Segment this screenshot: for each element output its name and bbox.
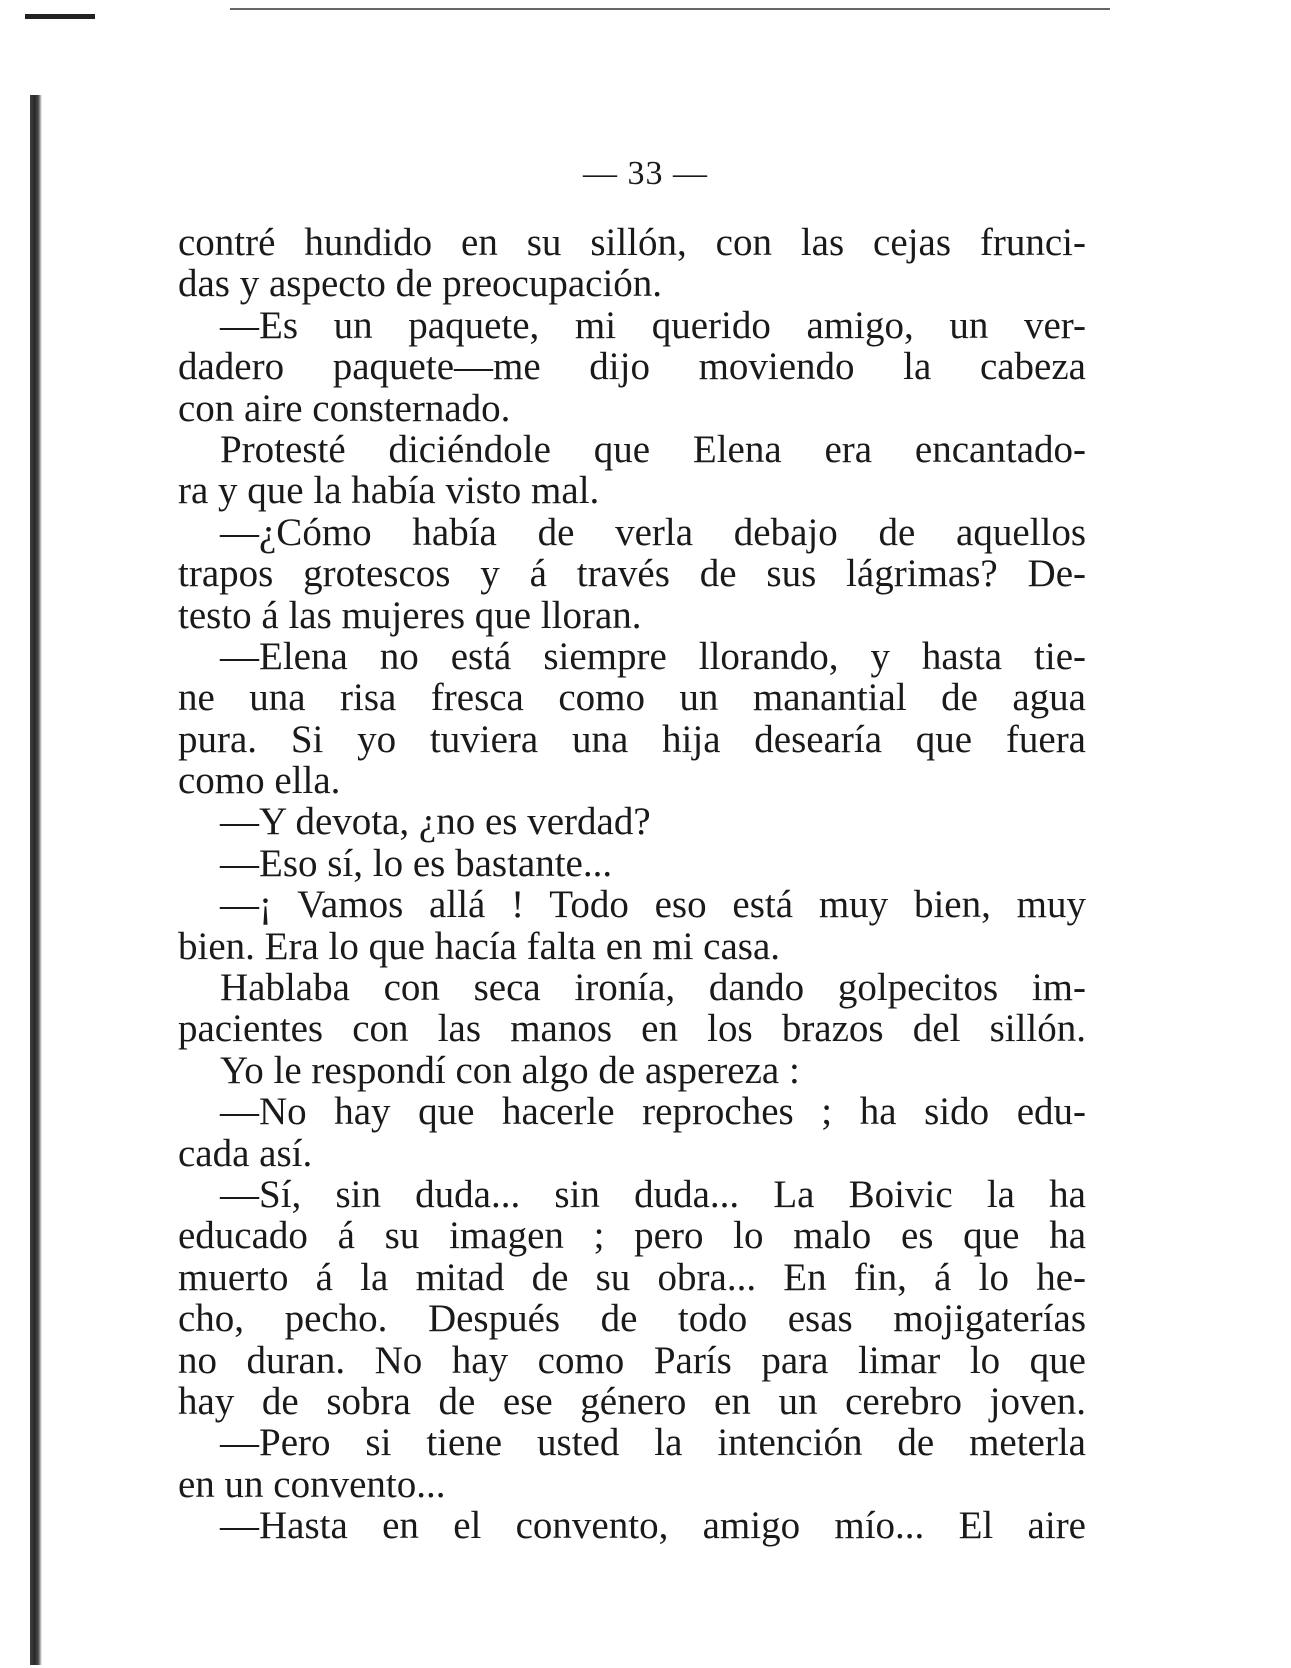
text-line: —No hay que hacerle reproches ; ha sido edu- (220, 1090, 1086, 1134)
page-number: — 33 — (583, 155, 708, 192)
text-line: trapos grotescos y á través de sus lágrimas? De- (178, 552, 1086, 596)
text-line: —Hasta en el convento, amigo mío... El aire (220, 1504, 1086, 1548)
scan-artifact-binding-edge (30, 95, 42, 1665)
text-line: dadero paquete—me dijo moviendo la cabeza (178, 345, 1086, 389)
text-line: pacientes con las manos en los brazos del sillón. (178, 1007, 1086, 1051)
text-line: —Eso sí, lo es bastante... (220, 841, 613, 885)
text-line: cada así. (178, 1131, 313, 1175)
text-line: ra y que la había visto mal. (178, 469, 600, 513)
text-line: das y aspecto de preocupación. (178, 262, 663, 306)
text-line: Hablaba con seca ironía, dando golpecitos im- (220, 966, 1086, 1010)
text-line: —¿Cómo había de verla debajo de aquellos (220, 510, 1086, 554)
text-line: como ella. (178, 759, 341, 803)
text-line: —Y devota, ¿no es verdad? (220, 800, 651, 844)
text-line: contré hundido en su sillón, con las cejas frunci- (178, 221, 1086, 264)
body-text (178, 222, 1086, 1547)
text-line: —Elena no está siempre llorando, y hasta tie- (220, 634, 1086, 678)
text-line: —Pero si tiene usted la intención de meterla (220, 1421, 1086, 1465)
text-line: bien. Era lo que hacía falta en mi casa. (178, 924, 781, 968)
text-line: educado á su imagen ; pero lo malo es que ha (178, 1214, 1086, 1258)
text-line: Protesté diciéndole que Elena era encantado- (220, 427, 1086, 471)
text-line: —Es un paquete, mi querido amigo, un ver- (220, 303, 1086, 347)
text-line: —Sí, sin duda... sin duda... La Boivic la ha (220, 1172, 1086, 1216)
text-line: ne una risa fresca como un manantial de agua (178, 676, 1086, 720)
text-line: —¡ Vamos allá ! Todo eso está muy bien, muy (220, 883, 1086, 927)
scan-artifact-top-line (230, 8, 1110, 10)
text-line: no duran. No hay como París para limar lo que (178, 1338, 1086, 1382)
text-line: en un convento... (178, 1462, 446, 1506)
text-line: pura. Si yo tuviera una hija desearía que fuera (178, 717, 1086, 761)
text-line: con aire consternado. (178, 386, 511, 430)
scan-artifact-mark (25, 14, 95, 19)
text-line: hay de sobra de ese género en un cerebro joven. (178, 1379, 1086, 1423)
text-line: cho, pecho. Después de todo esas mojigaterías (178, 1297, 1086, 1341)
text-line: testo á las mujeres que lloran. (178, 593, 642, 637)
text-line: Yo le respondí con algo de aspereza : (220, 1048, 800, 1092)
text-line: muerto á la mitad de su obra... En fin, á lo he- (178, 1255, 1086, 1299)
